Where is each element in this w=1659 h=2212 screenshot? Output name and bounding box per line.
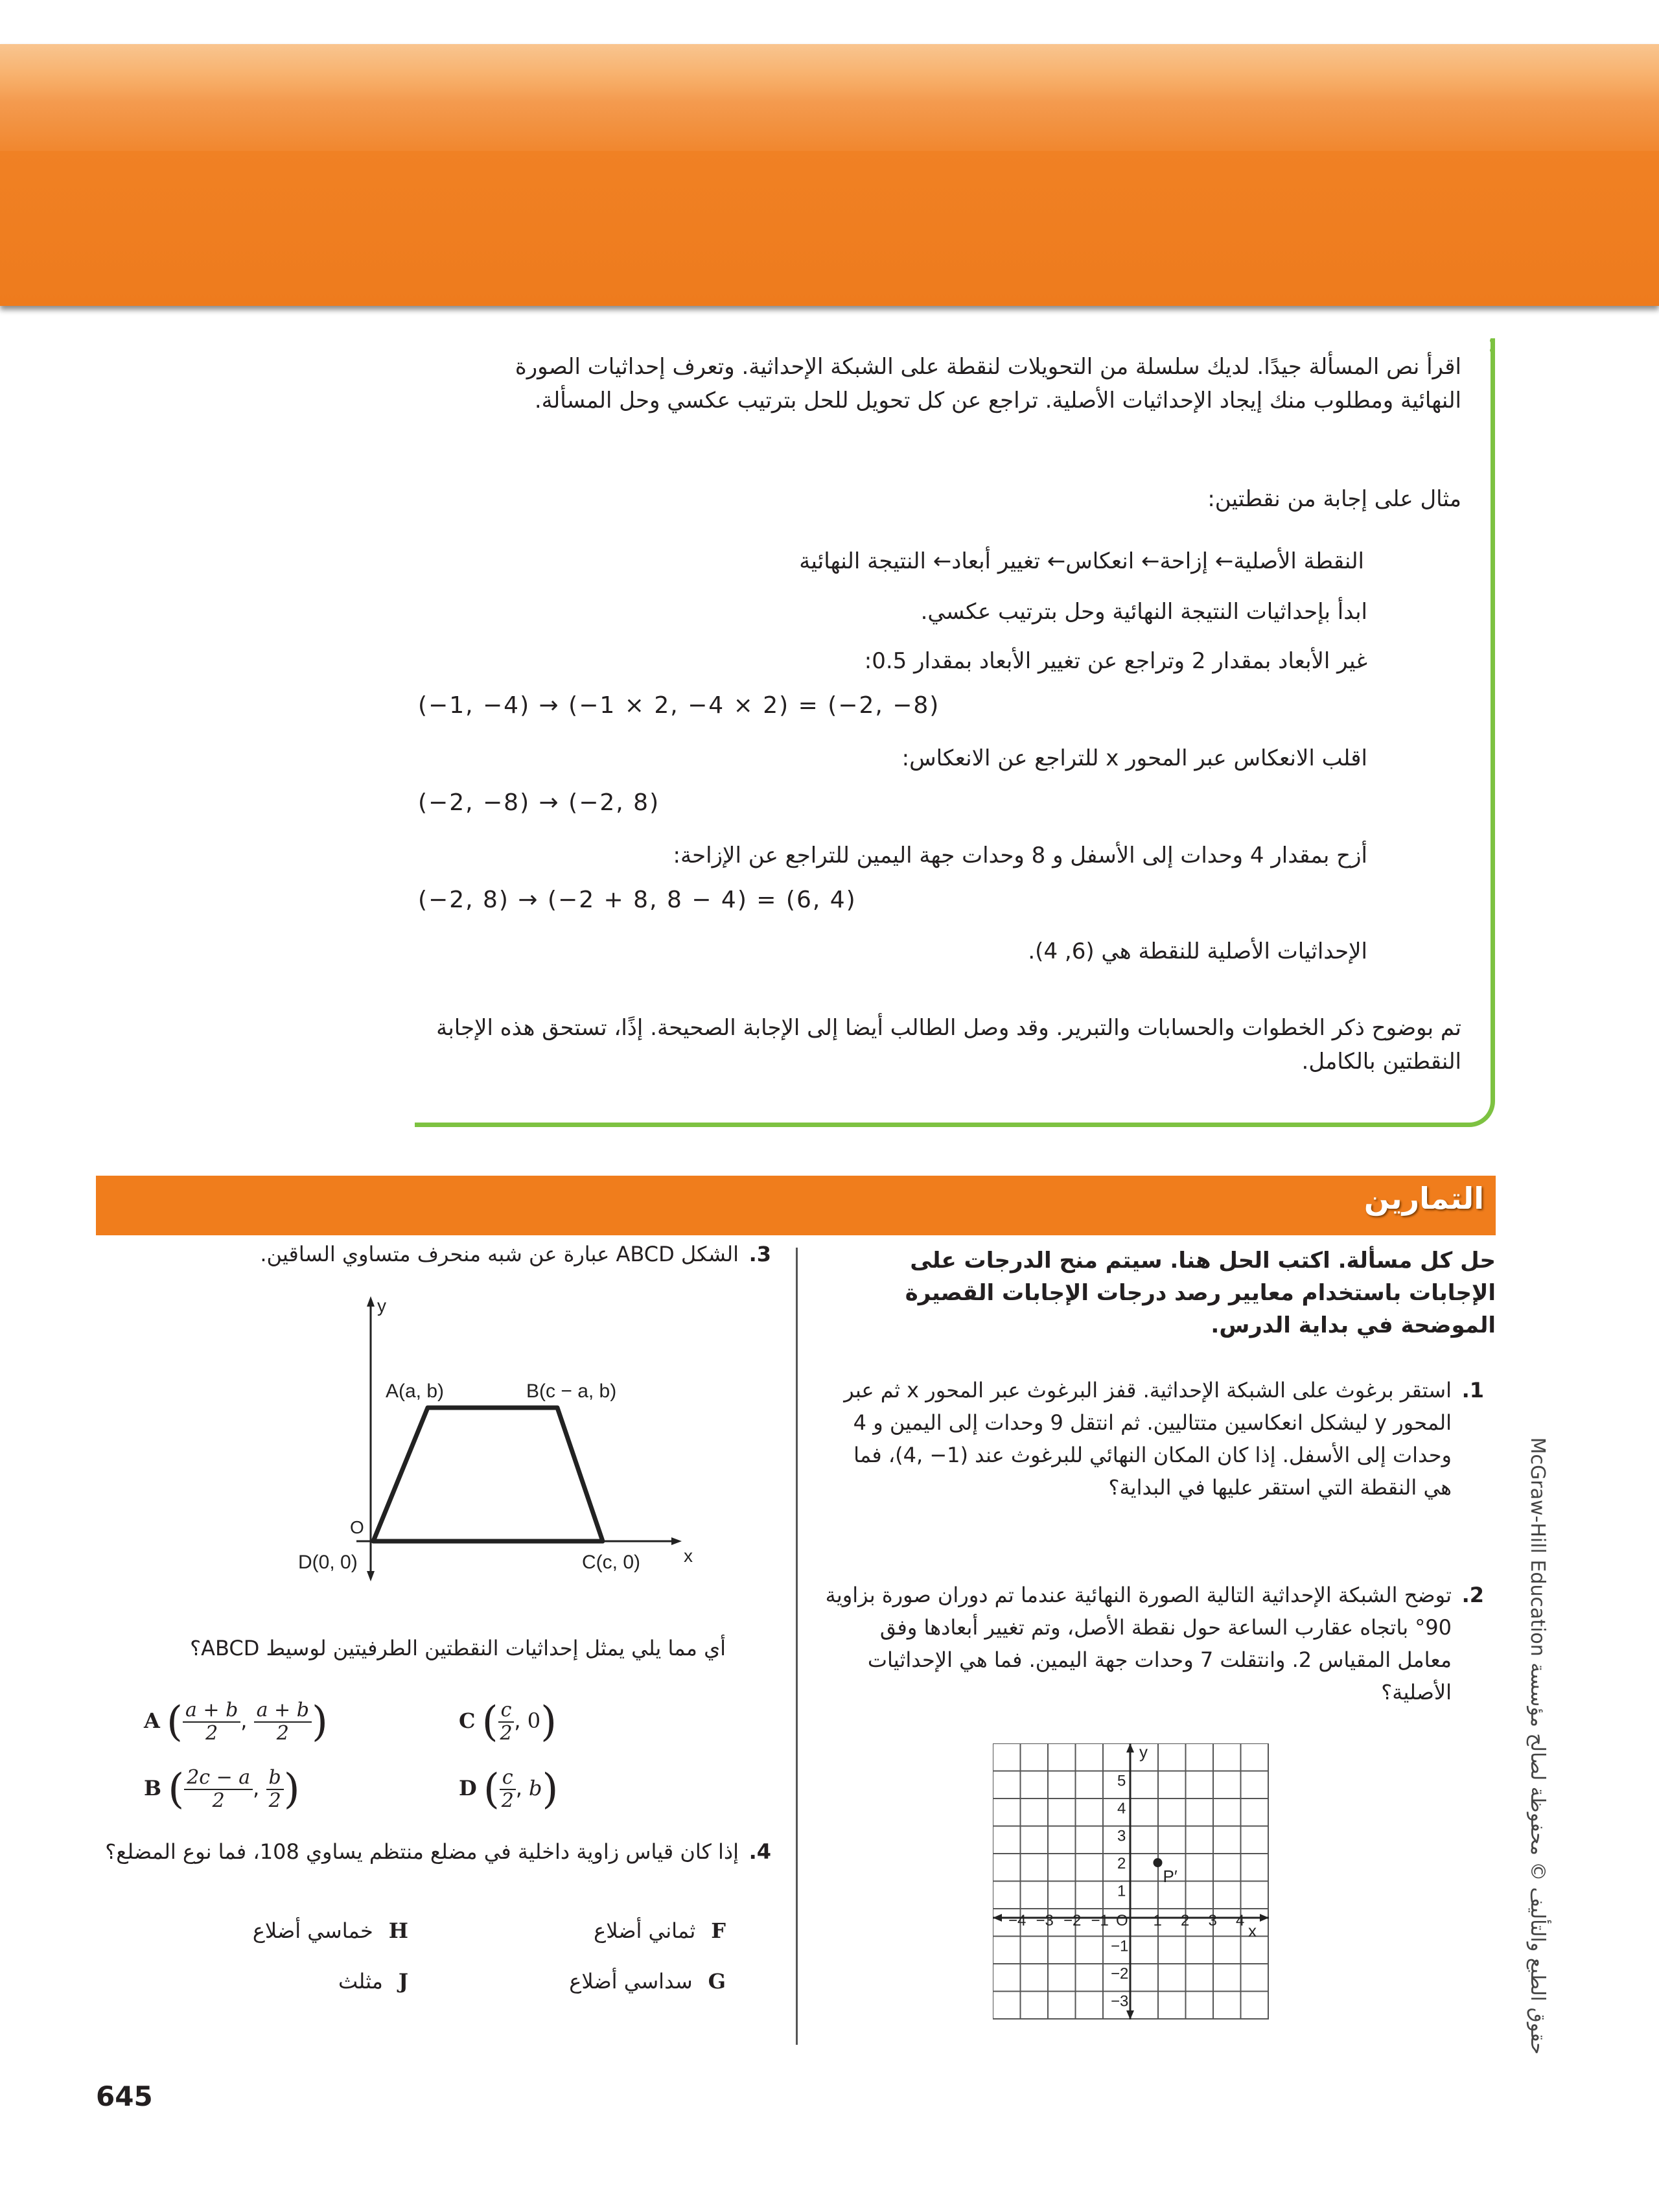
- trapezoid-y-arrow-up: [367, 1296, 375, 1307]
- trapezoid-x-label: x: [684, 1546, 693, 1566]
- example-step-start: ابدأ بإحداثيات النتيجة النهائية وحل بترتيب عكسي.: [920, 599, 1367, 625]
- question-1-number: 1.: [1461, 1378, 1484, 1403]
- grid-x-tick-label: −2: [1063, 1912, 1082, 1929]
- question-3-prompt: أي مما يلي يمثل إحداثيات النقطتين الطرفيتين لوسيط ABCD؟: [190, 1636, 726, 1660]
- question-4: [104, 1835, 771, 1868]
- q3-d-second: b: [529, 1776, 542, 1800]
- q3-option-b[interactable]: B ( $\frac{2c - a}{2}$ , $\frac{b}{2}$ ): [144, 1765, 300, 1813]
- example-math-dilation: (−1, −4) → (−1 × 2, −4 × 2) = (−2, −8): [418, 692, 940, 719]
- question-2: [823, 1579, 1484, 1708]
- q4-option-f[interactable]: [454, 1918, 726, 1943]
- q4-option-h-label: خماسي أضلاع: [252, 1918, 373, 1943]
- example-intro: اقرأ نص المسألة جيدًا. لديك سلسلة من التحويلات لنقطة على الشبكة الإحداثية. وتعرف إحداثيات الصورة النهائية ومطلوب منك إيجاد الإحداثيات الأصلية. تراجع عن كل تحويل للحل بترتيب عكسي وحل المسألة.: [515, 354, 1461, 413]
- question-4-text: إذا كان قياس زاوية داخلية في مضلع منتظم يساوي 108، فما نوع المضلع؟: [105, 1839, 739, 1864]
- trapezoid-diagram: [285, 1290, 700, 1588]
- point-b-label: B(c − a, b): [526, 1380, 617, 1402]
- grid-y-label: y: [1139, 1743, 1148, 1762]
- question-3-text: الشكل ABCD عبارة عن شبه منحرف متساوي الساقين.: [260, 1242, 739, 1266]
- q3-a-den1: 2: [205, 1722, 218, 1745]
- exercises-title: التمارين: [1363, 1181, 1484, 1216]
- q3-a-num2: a + b: [254, 1699, 312, 1723]
- grid-y-tick-label: 3: [1117, 1827, 1126, 1845]
- example-box: [415, 338, 1495, 1127]
- side-credit: حقوق الطبع والتأليف © محفوظة لصالح مؤسسة McGraw-Hill Education: [1526, 1437, 1549, 2055]
- q3-c-num1: c: [498, 1699, 515, 1723]
- grid-x-arrow-right: [1260, 1914, 1269, 1922]
- grid-x-tick-label: 4: [1236, 1912, 1245, 1929]
- example-sequence: النقطة الأصلية← إزاحة← انعكاس← تغيير أبعاد← النتيجة النهائية: [799, 548, 1364, 574]
- q3-b-den1: 2: [212, 1789, 225, 1812]
- grid-y-tick-label: 2: [1117, 1855, 1126, 1872]
- question-1: [823, 1374, 1484, 1504]
- grid-y-tick-label: −1: [1111, 1937, 1129, 1955]
- q3-option-d[interactable]: D ( $\frac{c}{2}$ , b): [459, 1765, 559, 1813]
- question-2-number: 2.: [1461, 1583, 1484, 1607]
- q3-option-c-letter: C: [459, 1708, 476, 1733]
- q3-b-den2: 2: [268, 1789, 281, 1812]
- q3-option-c[interactable]: C ( $\frac{c}{2}$ , 0): [459, 1698, 557, 1746]
- grid-point-label: P′: [1163, 1867, 1178, 1886]
- trapezoid-y-label: y: [377, 1296, 386, 1316]
- coordinate-grid: [993, 1743, 1269, 2020]
- exercises-bar: [96, 1176, 1496, 1235]
- trapezoid-shape: [373, 1408, 603, 1541]
- q3-option-b-letter: B: [144, 1776, 162, 1800]
- q3-b-num2: b: [266, 1767, 284, 1790]
- q3-option-a-letter: A: [144, 1708, 160, 1733]
- example-step-translation: أزح بمقدار 4 وحدات إلى الأسفل و 8 وحدات جهة اليمين للتراجع عن الإزاحة:: [673, 843, 1367, 868]
- grid-y-arrow-up: [1126, 1743, 1134, 1752]
- grid-x-tick-label: −3: [1036, 1912, 1054, 1929]
- q4-option-f-letter: F: [711, 1918, 726, 1943]
- q3-d-num1: c: [500, 1767, 516, 1790]
- point-d-label: D(0, 0): [298, 1552, 358, 1573]
- grid-x-tick-label: O: [1116, 1912, 1128, 1929]
- point-a-label: A(a, b): [386, 1380, 445, 1402]
- grid-x-tick-label: −4: [1008, 1912, 1027, 1929]
- grid-y-tick-label: −2: [1111, 1965, 1129, 1983]
- q4-option-j[interactable]: [156, 1969, 408, 1994]
- example-heading: مثال على إجابة من نقطتين:: [1207, 486, 1461, 512]
- question-3-number: 3.: [748, 1242, 771, 1266]
- grid-y-tick-label: −3: [1111, 1992, 1129, 2010]
- grid-x-tick-label: 1: [1153, 1912, 1162, 1929]
- q3-d-den1: 2: [501, 1789, 514, 1812]
- q3-b-num1: 2c − a: [184, 1767, 253, 1790]
- question-3: [104, 1238, 771, 1270]
- q4-option-h-letter: H: [388, 1918, 408, 1943]
- page-number: 645: [96, 2080, 153, 2112]
- grid-point-p-prime: [1154, 1858, 1163, 1867]
- grid-y-tick-label: 4: [1117, 1800, 1126, 1817]
- q3-a-num1: a + b: [183, 1699, 240, 1723]
- example-step-reflection: اقلب الانعكاس عبر المحور x للتراجع عن الانعكاس:: [901, 745, 1367, 771]
- point-c-label: C(c, 0): [582, 1552, 640, 1573]
- q4-option-h[interactable]: [156, 1918, 408, 1943]
- grid-x-tick-label: −1: [1091, 1912, 1109, 1929]
- example-math-translation: (−2, 8) → (−2 + 8, 8 − 4) = (6, 4): [418, 887, 857, 913]
- q4-option-f-label: ثماني أضلاع: [594, 1918, 696, 1943]
- example-math-reflection: (−2, −8) → (−2, 8): [418, 789, 660, 816]
- side-credit-container: [1510, 1393, 1549, 2055]
- question-4-number: 4.: [748, 1839, 771, 1864]
- exercises-instructions: حل كل مسألة. اكتب الحل هنا. سيتم منح الدرجات على الإجابات باستخدام معايير رصد درجات الإجابات القصيرة الموضحة في بداية الدرس.: [905, 1248, 1496, 1338]
- q3-c-second: 0: [527, 1708, 541, 1733]
- trapezoid-x-arrow: [671, 1537, 682, 1545]
- header-banner-gloss: [0, 44, 1659, 151]
- grid-y-arrow-down: [1126, 2010, 1134, 2020]
- q3-option-d-letter: D: [459, 1776, 477, 1800]
- q4-option-g[interactable]: [454, 1969, 726, 1994]
- example-conclusion: تم بوضوح ذكر الخطوات والحسابات والتبرير. وقد وصل الطالب أيضا إلى الإجابة الصحيحة. إذًا، تستحق هذه الإجابة النقطتين بالكامل.: [436, 1015, 1461, 1075]
- q3-c-den1: 2: [500, 1722, 513, 1745]
- trapezoid-origin-label: O: [350, 1517, 364, 1537]
- q4-option-j-letter: J: [398, 1969, 408, 1994]
- grid-x-tick-label: 3: [1208, 1912, 1217, 1929]
- grid-tick-labels: [1008, 1773, 1244, 2010]
- q3-a-den2: 2: [276, 1722, 289, 1745]
- example-result: الإحداثيات الأصلية للنقطة هي (6, 4).: [1028, 938, 1367, 964]
- column-divider: [796, 1248, 798, 2045]
- grid-y-tick-label: 5: [1117, 1772, 1126, 1790]
- q4-option-j-label: مثلث: [338, 1969, 383, 1994]
- q4-option-g-label: سداسي أضلاع: [569, 1969, 693, 1994]
- grid-x-arrow-left: [993, 1914, 1002, 1922]
- trapezoid-y-arrow-down: [367, 1571, 375, 1581]
- grid-x-tick-label: 2: [1181, 1912, 1190, 1929]
- q4-option-g-letter: G: [708, 1969, 726, 1994]
- grid-x-label: x: [1248, 1921, 1257, 1940]
- question-1-text: استقر برغوث على الشبكة الإحداثية. قفز البرغوث عبر المحور x ثم عبر المحور y ليشكل انعكاسين متتاليين. ثم انتقل 9 وحدات إلى اليمين و 4 وحدات إلى الأسفل. إذا كان المكان النهائي للبرغوث عند (1− ,4)، فما هي النقطة التي استقر عليها في البداية؟: [844, 1378, 1452, 1500]
- question-2-text: توضح الشبكة الإحداثية التالية الصورة النهائية عندما تم دوران صورة بزاوية 90° باتجاه عقارب الساعة حول نقطة الأصل، وتم تغيير أبعادها وفق معامل المقياس 2. وانتقلت 7 وحدات جهة اليمين. فما هي الإحداثيات الأصلية؟: [825, 1583, 1452, 1705]
- q3-option-a[interactable]: A ( $\frac{a + b}{2}$ , $\frac{a + b}{2}$ ): [144, 1698, 328, 1746]
- grid-y-tick-label: 1: [1117, 1882, 1126, 1900]
- example-step-dilation: غير الأبعاد بمقدار 2 وتراجع عن تغيير الأبعاد بمقدار 0.5:: [864, 648, 1367, 674]
- example-box-dotted-edge: [1485, 338, 1494, 353]
